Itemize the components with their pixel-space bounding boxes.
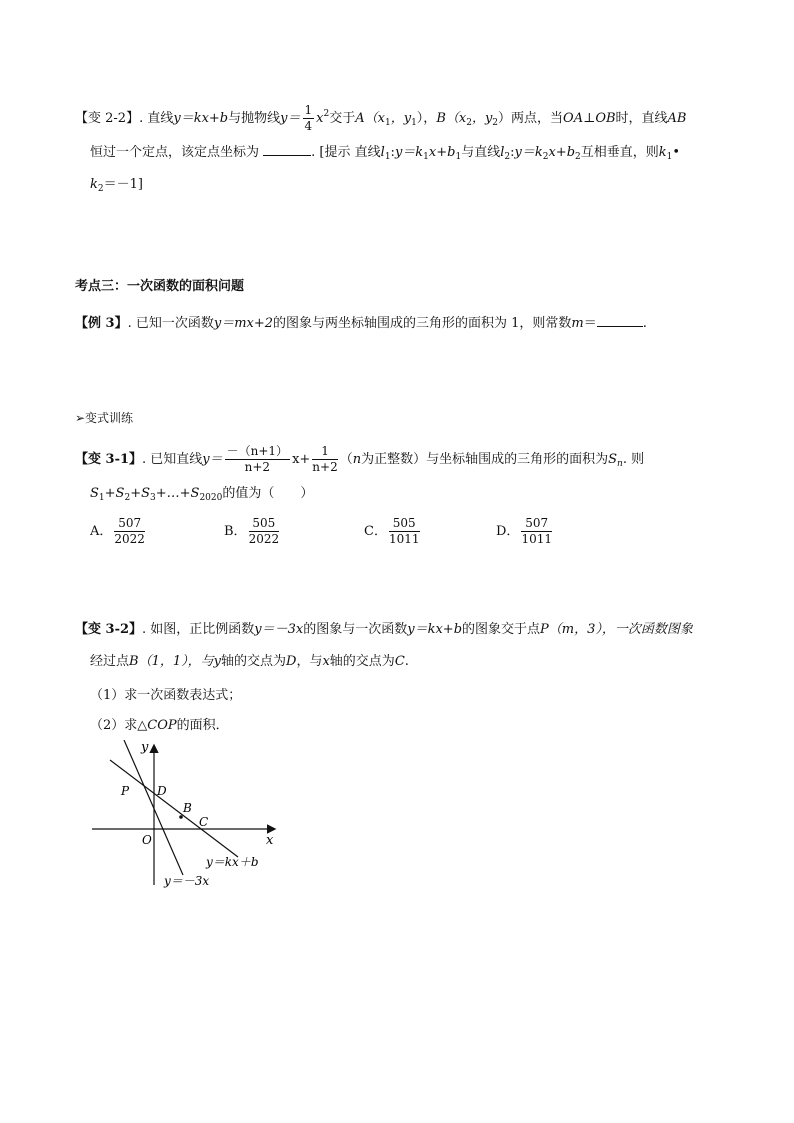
label-b: B: [183, 801, 192, 815]
option-a[interactable]: A． $\frac{507}{2022}$: [90, 516, 145, 546]
label-c: C: [199, 815, 209, 829]
q22-line3: $k_2=-1$]: [90, 177, 143, 194]
fraction-slope: $\frac{-(n+1)}{n+2}$: [226, 444, 289, 474]
axis-y-label: y: [141, 740, 149, 755]
axis-x-label: x: [266, 833, 274, 848]
q22-label: 【变 2-2】: [75, 111, 140, 126]
q22-line1: 【变 2-2】. 直线y＝kx+b与抛物线y＝ $\frac{1}{4}$ $x^2$交于$A(x_1$，$y_1$），$B(x_2$，$y_2$）两点，当OA⊥OB时，直线AB: [75, 103, 687, 133]
answer-blank: [263, 143, 311, 156]
q32-label: 【变 3-2】: [75, 622, 143, 637]
fraction-intercept: $\frac{1}{n+2}$: [312, 444, 338, 474]
q31-line2: $S_1+S_2+S_3+\dots+S_{2020}$的值为（ ）: [90, 486, 314, 503]
example3: 【例 3】. 已知一次函数y＝mx+2的图象与两坐标轴围成的三角形的面积为 1，则常数m＝ .: [75, 316, 647, 331]
option-d[interactable]: D． $\frac{507}{1011}$: [496, 516, 552, 546]
q31-line1: 【变 3-1】. 已知直线y＝ $\frac{-(n+1)}{n+2}$ x+ $\frac{1}{n+2}$ （n为正整数）与坐标轴围成的三角形的面积为$S_n$. 则: [75, 444, 645, 474]
q22-line2: 恒过一个定点，该定点坐标为 . [提示 直线$l_1:y=k_1x+b_1$与直线$l_2:y=k_2x+b_2$互相垂直，则$k_1•$: [90, 145, 681, 162]
option-c[interactable]: C． $\frac{505}{1011}$: [364, 516, 420, 546]
q31-label: 【变 3-1】: [75, 452, 143, 467]
training-title: ➢变式训练: [75, 411, 134, 425]
label-o: O: [142, 833, 152, 847]
label-p: P: [121, 784, 130, 798]
label-line2: y＝－3x: [164, 874, 210, 888]
q32-line2: 经过点B（1，1），与y轴的交点为D，与x轴的交点为C.: [90, 654, 409, 669]
q32-sub2: （2）求△COP的面积．: [90, 718, 229, 733]
q32-line1: 【变 3-2】. 如图，正比例函数y＝－3x的图象与一次函数y＝kx+b的图象交于点P（m，3），一次函数图象: [75, 622, 693, 637]
answer-blank: [597, 314, 643, 327]
option-b[interactable]: B． $\frac{505}{2022}$: [224, 516, 280, 546]
ex3-label: 【例 3】: [75, 316, 128, 331]
label-d: D: [157, 784, 167, 798]
label-line1: y＝kx＋b: [206, 855, 259, 869]
section-title: 考点三：一次函数的面积问题: [75, 279, 245, 294]
fraction-quarter: $\frac{1}{4}$: [304, 103, 313, 133]
point-b: [179, 815, 183, 819]
q32-sub1: （1）求一次函数表达式；: [90, 688, 242, 703]
line-kx-b: [110, 760, 238, 857]
coordinate-figure: [88, 740, 288, 890]
